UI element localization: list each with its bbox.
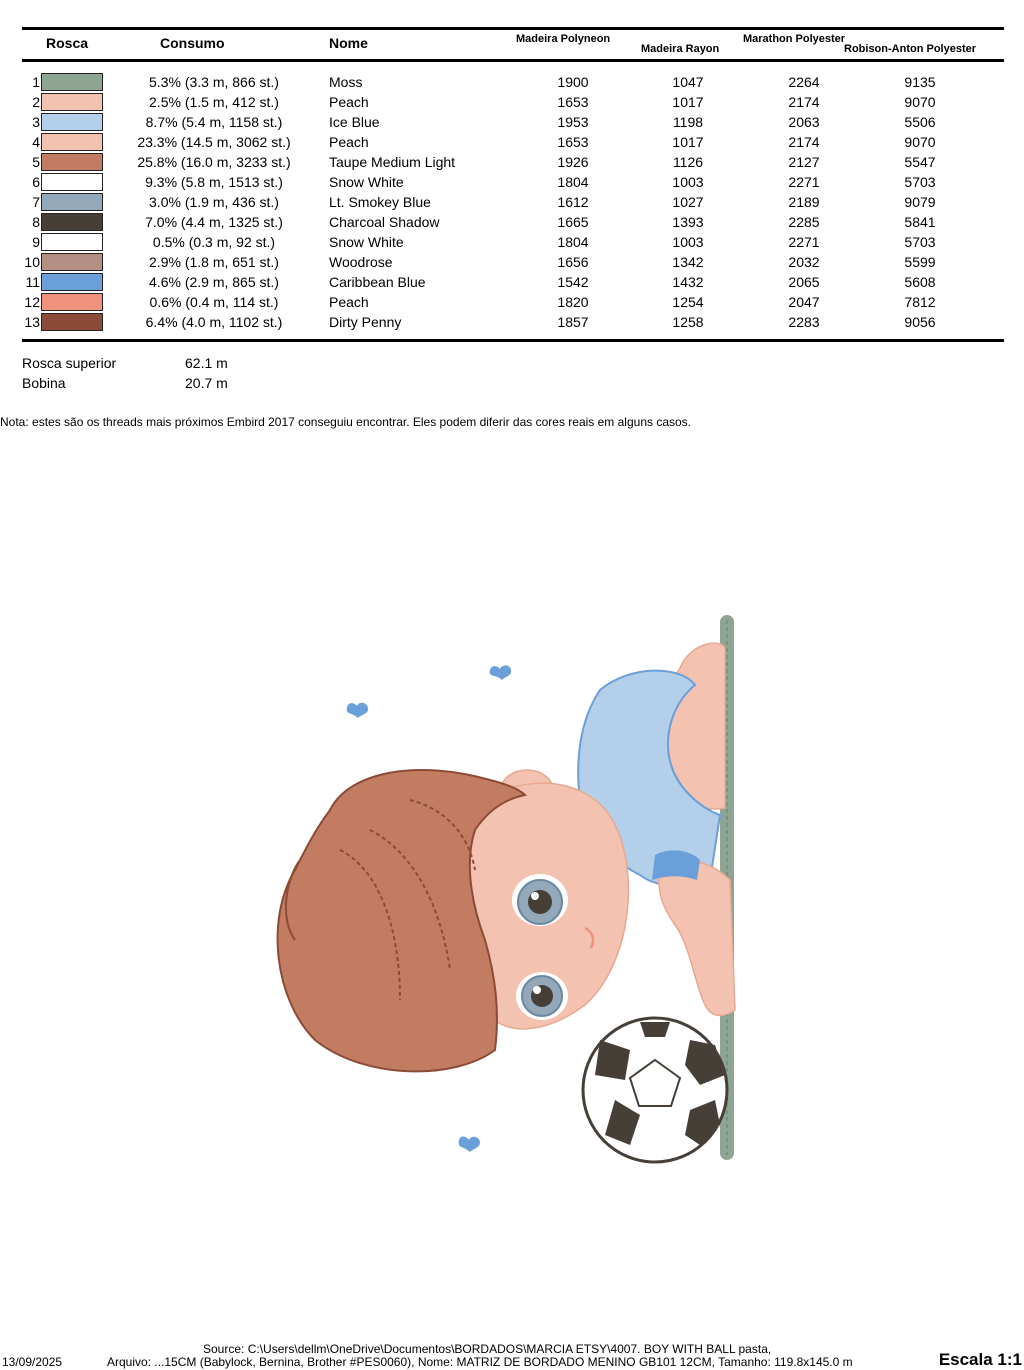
marathon-polyester-code: 2271 xyxy=(788,174,820,190)
thread-consumption: 2.9% (1.8 m, 651 st.) xyxy=(149,254,279,270)
thread-number: 13 xyxy=(24,314,40,330)
thread-consumption: 23.3% (14.5 m, 3062 st.) xyxy=(137,134,291,150)
madeira-rayon-code: 1342 xyxy=(672,254,704,270)
thread-name: Snow White xyxy=(329,234,404,250)
eye-icon xyxy=(516,972,568,1020)
madeira-polyneon-code: 1820 xyxy=(557,294,589,310)
madeira-polyneon-code: 1612 xyxy=(557,194,589,210)
thread-name: Lt. Smokey Blue xyxy=(329,194,431,210)
madeira-rayon-code: 1017 xyxy=(672,134,704,150)
marathon-polyester-code: 2283 xyxy=(788,314,820,330)
thread-name: Snow White xyxy=(329,174,404,190)
madeira-polyneon-code: 1857 xyxy=(557,314,589,330)
thread-number: 2 xyxy=(32,94,40,110)
robison-anton-code: 5703 xyxy=(904,174,936,190)
thread-number: 5 xyxy=(32,154,40,170)
thread-consumption: 9.3% (5.8 m, 1513 st.) xyxy=(145,174,283,190)
thread-consumption: 0.6% (0.4 m, 114 st.) xyxy=(149,294,279,310)
madeira-polyneon-code: 1926 xyxy=(557,154,589,170)
marathon-polyester-code: 2032 xyxy=(788,254,820,270)
header-madeira-rayon: Madeira Rayon xyxy=(641,43,720,55)
thread-number: 8 xyxy=(32,214,40,230)
robison-anton-code: 9056 xyxy=(904,314,936,330)
robison-anton-code: 9070 xyxy=(904,94,936,110)
madeira-polyneon-code: 1953 xyxy=(557,114,589,130)
thread-name: Peach xyxy=(329,294,369,310)
thread-number: 7 xyxy=(32,194,40,210)
marathon-polyester-code: 2264 xyxy=(788,74,820,90)
thread-number: 11 xyxy=(25,274,40,290)
marathon-polyester-code: 2047 xyxy=(788,294,820,310)
header-rosca: Rosca xyxy=(46,35,89,51)
scale-label: Escala 1:1 xyxy=(938,1350,1022,1369)
madeira-polyneon-code: 1542 xyxy=(557,274,589,290)
rosca-superior-label: Rosca superior xyxy=(22,355,117,371)
thread-number: 9 xyxy=(32,234,40,250)
marathon-polyester-code: 2127 xyxy=(788,154,820,170)
thread-note: Nota: estes são os threads mais próximos Embird 2017 conseguiu encontrar. Eles podem diferir das cores reais em alguns casos. xyxy=(0,415,692,429)
madeira-rayon-code: 1432 xyxy=(672,274,704,290)
madeira-polyneon-code: 1653 xyxy=(557,134,589,150)
footer-arquivo: Arquivo: ...15CM (Babylock, Bernina, Brother #PES0060), Nome: MATRIZ DE BORDADO MENINO GB101 12CM, Tamanho: 119.8x145.0 m xyxy=(107,1355,853,1369)
arm-icon xyxy=(652,850,735,1015)
thread-consumption: 25.8% (16.0 m, 3233 st.) xyxy=(137,154,291,170)
thread-number: 4 xyxy=(32,134,40,150)
footer-date: 13/09/2025 xyxy=(2,1355,63,1369)
rosca-superior-value: 62.1 m xyxy=(185,355,228,371)
thread-name: Peach xyxy=(329,94,369,110)
bobina-value: 20.7 m xyxy=(185,375,228,391)
marathon-polyester-code: 2065 xyxy=(788,274,820,290)
thread-name: Caribbean Blue xyxy=(329,274,426,290)
robison-anton-code: 5841 xyxy=(904,214,936,230)
thread-number: 3 xyxy=(32,114,40,130)
thread-name: Moss xyxy=(329,74,363,90)
thread-name: Charcoal Shadow xyxy=(329,214,440,230)
madeira-polyneon-code: 1804 xyxy=(557,174,589,190)
thread-name: Ice Blue xyxy=(329,114,380,130)
marathon-polyester-code: 2285 xyxy=(788,214,820,230)
thread-number: 1 xyxy=(32,74,40,90)
thread-consumption: 6.4% (4.0 m, 1102 st.) xyxy=(145,314,283,330)
thread-consumption: 7.0% (4.4 m, 1325 st.) xyxy=(145,214,283,230)
thread-name: Woodrose xyxy=(329,254,393,270)
thread-number: 10 xyxy=(24,254,40,270)
thread-consumption: 2.5% (1.5 m, 412 st.) xyxy=(149,94,279,110)
robison-anton-code: 7812 xyxy=(904,294,936,310)
thread-consumption: 0.5% (0.3 m, 92 st.) xyxy=(152,234,276,250)
madeira-polyneon-code: 1656 xyxy=(557,254,589,270)
marathon-polyester-code: 2271 xyxy=(788,234,820,250)
thread-name: Taupe Medium Light xyxy=(329,154,456,170)
marathon-polyester-code: 2174 xyxy=(788,94,820,110)
robison-anton-code: 9079 xyxy=(904,194,936,210)
madeira-polyneon-code: 1804 xyxy=(557,234,589,250)
madeira-polyneon-code: 1653 xyxy=(557,94,589,110)
madeira-rayon-code: 1003 xyxy=(672,174,704,190)
thread-consumption: 8.7% (5.4 m, 1158 st.) xyxy=(145,114,283,130)
madeira-rayon-code: 1254 xyxy=(672,294,704,310)
madeira-rayon-code: 1198 xyxy=(672,114,704,130)
header-marathon-polyester: Marathon Polyester xyxy=(743,33,846,45)
madeira-rayon-code: 1003 xyxy=(672,234,704,250)
madeira-rayon-code: 1027 xyxy=(672,194,704,210)
bobina-label: Bobina xyxy=(22,375,66,391)
madeira-rayon-code: 1258 xyxy=(672,314,704,330)
madeira-rayon-code: 1393 xyxy=(672,214,704,230)
madeira-polyneon-code: 1900 xyxy=(557,74,589,90)
robison-anton-code: 5703 xyxy=(904,234,936,250)
thread-name: Dirty Penny xyxy=(329,314,402,330)
robison-anton-code: 9070 xyxy=(904,134,936,150)
robison-anton-code: 5599 xyxy=(904,254,936,270)
marathon-polyester-code: 2189 xyxy=(788,194,820,210)
thread-number: 12 xyxy=(24,294,40,310)
marathon-polyester-code: 2174 xyxy=(788,134,820,150)
robison-anton-code: 9135 xyxy=(904,74,936,90)
header-robison-anton-polyester: Robison-Anton Polyester xyxy=(844,43,977,55)
madeira-rayon-code: 1126 xyxy=(672,154,704,170)
header-madeira-polyneon: Madeira Polyneon xyxy=(516,33,611,45)
eye-icon xyxy=(512,874,568,926)
soccer-ball-icon xyxy=(583,1018,727,1162)
thread-consumption: 4.6% (2.9 m, 865 st.) xyxy=(149,274,279,290)
robison-anton-code: 5506 xyxy=(904,114,936,130)
madeira-rayon-code: 1017 xyxy=(672,94,704,110)
madeira-polyneon-code: 1665 xyxy=(557,214,589,230)
footer-source: Source: C:\Users\dellm\OneDrive\Documentos\BORDADOS\MARCIA ETSY\4007. BOY WITH BALL pasta, xyxy=(203,1342,772,1356)
robison-anton-code: 5547 xyxy=(904,154,936,170)
thread-consumption: 5.3% (3.3 m, 866 st.) xyxy=(149,74,279,90)
thread-consumption: 3.0% (1.9 m, 436 st.) xyxy=(149,194,279,210)
robison-anton-code: 5608 xyxy=(904,274,936,290)
thread-number: 6 xyxy=(32,174,40,190)
marathon-polyester-code: 2063 xyxy=(788,114,820,130)
header-consumo: Consumo xyxy=(160,35,225,51)
madeira-rayon-code: 1047 xyxy=(672,74,704,90)
thread-name: Peach xyxy=(329,134,369,150)
header-nome: Nome xyxy=(329,35,368,51)
